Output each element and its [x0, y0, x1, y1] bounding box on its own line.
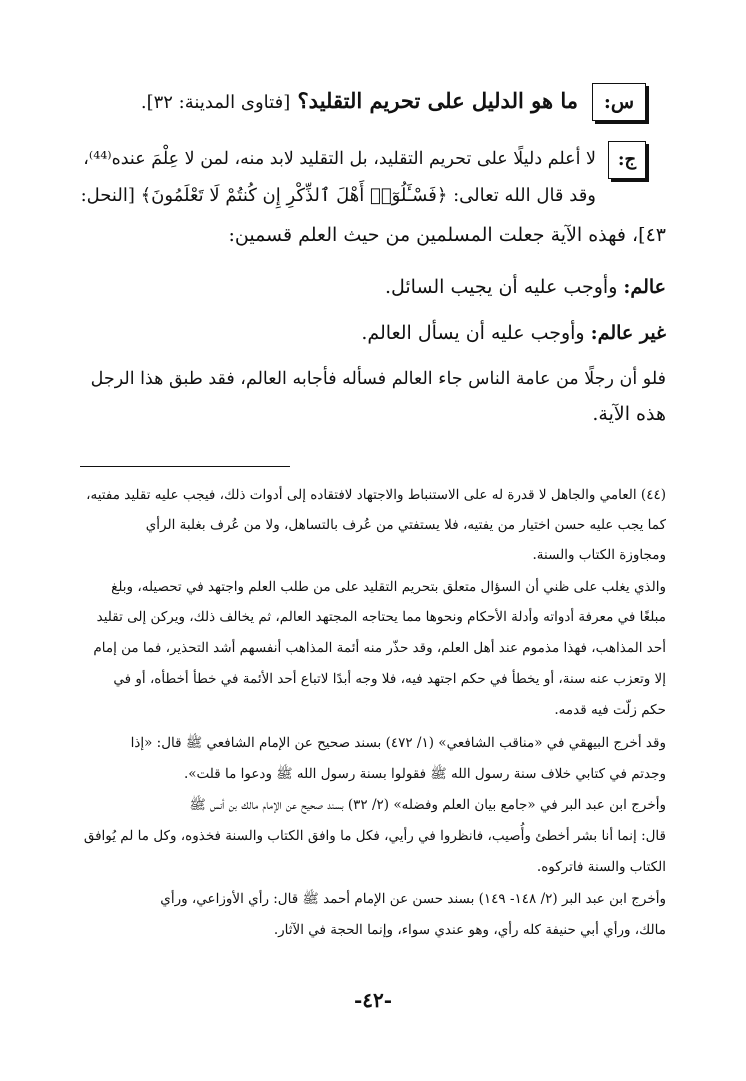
- page-number: -٤٢-: [353, 988, 393, 1012]
- footnote-line-8: حكم زلّت فيه قدمه.: [554, 702, 666, 718]
- scholar-term: عالم:: [623, 276, 666, 298]
- footnote-line-11: وأخرج ابن عبد البر في «جامع بيان العلم وفضله» (٢/ ٣٢) بسند صحيح عن الإمام مالك بن أنس ﷺ: [189, 797, 666, 813]
- footnote-line-5: مبلغًا في معرفة أدواته وأدلة الأحكام ونحوها مما يحتاجه المجتهد العالم، ثم يخالف ذلك، ويركن إلى تقليد: [96, 609, 666, 625]
- footnote-line-2: كما يجب عليه حسن اختيار من يفتيه، فلا يستفتي من عُرف بالتساهل، ولا من عُرف بغلبة الرأي: [145, 517, 666, 533]
- footnote-line-10: وجدتم في كتابي خلاف سنة رسول الله ﷺ فقولوا بسنة رسول الله ﷺ ودعوا ما قلت».: [184, 766, 666, 782]
- scholar-line: [76, 270, 666, 304]
- question-source: [فتاوى المدينة: ٣٢].: [140, 92, 291, 113]
- footnote-line-7: إلا وتعزب عنه سنة، أو يخطأ في حكم اجتهد فيه، فلا وجه أبدًا لاتباع أحد الأئمة في خطأ أخطأه، أو في: [113, 671, 666, 687]
- closing-line-1: فلو أن رجلًا من عامة الناس جاء العالم فسأله فأجابه العالم، فقد طبق هذا الرجل: [90, 369, 666, 389]
- answer-label: ج:: [617, 149, 637, 170]
- footnote-line-9: وقد أخرج البيهقي في «مناقب الشافعي» (١/ ٤٧٢) بسند صحيح عن الإمام الشافعي ﷺ قال: «إذا: [130, 735, 666, 751]
- answer-line-3: ٤٣]، فهذه الآية جعلت المسلمين من حيث العلم قسمين:: [228, 224, 666, 246]
- footnote-line-13: الكتاب والسنة فاتركوه.: [536, 859, 666, 875]
- footnote-line-12: قال: إنما أنا بشر أخطئ وأُصيب، فانظروا في رأيي، فكل ما وافق الكتاب والسنة فخذوه، وكل ما لم يُوافق: [83, 828, 666, 844]
- footnote-line-15: مالك، ورأي أبي حنيفة كله رأي، وهو عندي سواء، وإنما الحجة في الآثار.: [273, 922, 666, 938]
- answer-line-2: وقد قال الله تعالى: ﴿فَسْـَٔلُوٓا۟ أَهْلَ ٱلذِّكْرِ إِن كُنتُمْ لَا تَعْلَمُونَ﴾ [النحل:: [80, 185, 596, 206]
- question-line: [78, 84, 578, 118]
- question-text: ما هو الدليل على تحريم التقليد؟: [297, 88, 578, 113]
- nonscholar-text: وأوجب عليه أن يسأل العالم.: [361, 322, 585, 344]
- footnote-line-1: (٤٤) العامي والجاهل لا قدرة له على الاستنباط والاجتهاد لافتقاده إلى أدوات ذلك، فيجب عليه تقليد مفتيه،: [86, 487, 666, 503]
- question-label-box: [592, 83, 646, 121]
- answer-label-box: [608, 141, 646, 179]
- nonscholar-line: [76, 316, 666, 350]
- footnote-separator: [80, 466, 290, 467]
- nonscholar-term: غير عالم:: [590, 322, 666, 344]
- closing-line-2: هذه الآية.: [592, 403, 666, 425]
- footnote-line-6: أحد المذاهب، فهذا مذموم عند أهل العلم، وقد حذّر منه أئمة المذاهب أنفسهم أشد التحذير، فما من إمام: [93, 640, 666, 656]
- footnote-line-3: ومجاوزة الكتاب والسنة.: [532, 547, 666, 563]
- footnote-line-14: وأخرج ابن عبد البر (٢/ ١٤٨- ١٤٩) بسند حسن عن الإمام أحمد ﷺ قال: رأي الأوزاعي، ورأي: [160, 891, 666, 907]
- question-label: س:: [603, 91, 635, 113]
- answer-line-1: لا أعلم دليلًا على تحريم التقليد، بل التقليد لابد منه، لمن لا عِلْمَ عنده⁽⁴⁴⁾،: [83, 149, 596, 169]
- scholar-text: وأوجب عليه أن يجيب السائل.: [384, 276, 618, 298]
- footnote-line-4: والذي يغلب على ظني أن السؤال متعلق بتحريم التقليد على من طلب العلم واجتهد في تحصيله، وبلغ: [111, 579, 666, 595]
